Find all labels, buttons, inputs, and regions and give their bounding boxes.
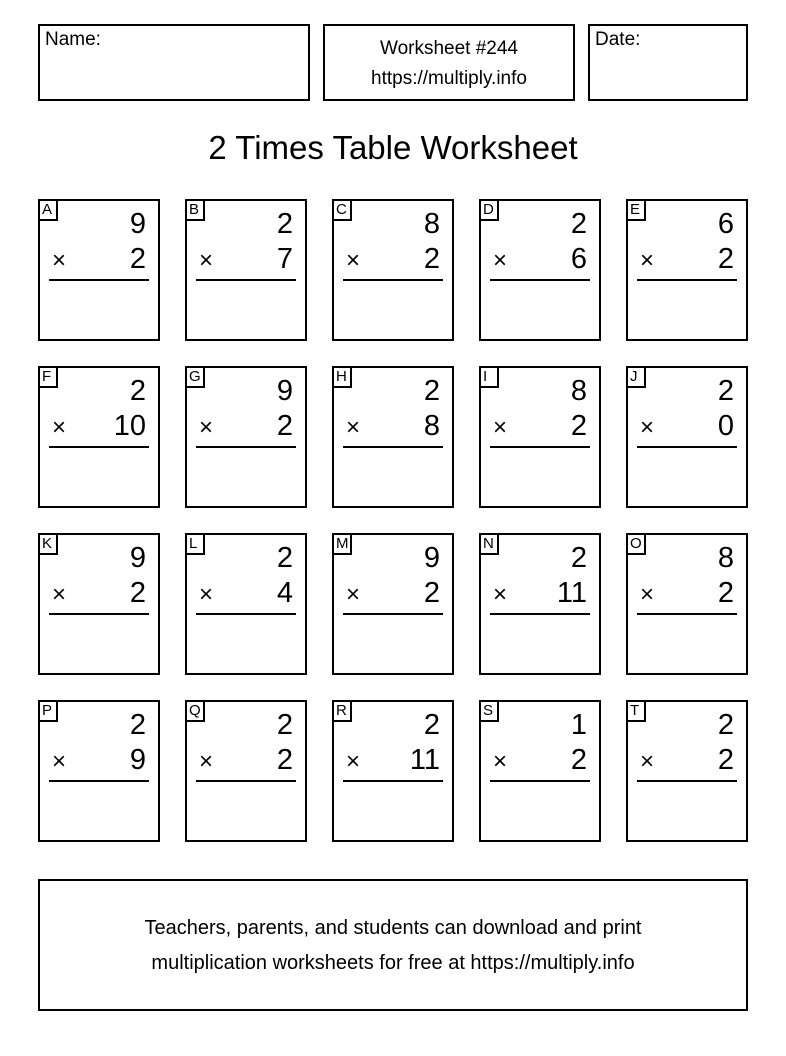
- multiplicand: 8: [717, 542, 734, 574]
- multiplier: 2: [717, 577, 734, 609]
- problem-card[interactable]: [185, 199, 307, 341]
- answer-line: [343, 613, 443, 615]
- worksheet-info-box: [323, 24, 575, 101]
- answer-line: [49, 446, 149, 448]
- problem-card[interactable]: [38, 366, 160, 508]
- problem-card[interactable]: [185, 366, 307, 508]
- times-icon: ×: [640, 748, 655, 775]
- times-icon: ×: [199, 581, 214, 608]
- multiplicand: 1: [570, 709, 587, 741]
- multiplier: 2: [717, 744, 734, 776]
- problem-card[interactable]: [479, 700, 601, 842]
- times-icon: ×: [640, 414, 655, 441]
- problem-card[interactable]: [332, 700, 454, 842]
- date-field[interactable]: [588, 24, 748, 101]
- answer-line: [637, 446, 737, 448]
- multiplicand: 6: [717, 208, 734, 240]
- name-field[interactable]: [38, 24, 310, 101]
- multiplicand: 2: [423, 709, 440, 741]
- multiplicand: 8: [570, 375, 587, 407]
- times-icon: ×: [52, 748, 67, 775]
- times-icon: ×: [52, 414, 67, 441]
- problem-letter: D: [479, 199, 499, 221]
- times-icon: ×: [52, 247, 67, 274]
- multiplicand: 2: [276, 542, 293, 574]
- problem-card[interactable]: [626, 366, 748, 508]
- problem-card[interactable]: [332, 199, 454, 341]
- multiplier: 2: [717, 243, 734, 275]
- answer-line: [490, 613, 590, 615]
- problem-letter: Q: [185, 700, 205, 722]
- times-icon: ×: [346, 581, 361, 608]
- multiplier: 2: [570, 744, 587, 776]
- answer-line: [490, 780, 590, 782]
- times-icon: ×: [346, 748, 361, 775]
- problem-card[interactable]: [479, 533, 601, 675]
- answer-line: [343, 780, 443, 782]
- multiplicand: 8: [423, 208, 440, 240]
- problem-letter: B: [185, 199, 205, 221]
- multiplier: 4: [276, 577, 293, 609]
- times-icon: ×: [640, 247, 655, 274]
- problem-card[interactable]: [626, 533, 748, 675]
- problem-letter: G: [185, 366, 205, 388]
- problem-letter: M: [332, 533, 352, 555]
- problem-letter: C: [332, 199, 352, 221]
- problem-card[interactable]: [626, 700, 748, 842]
- times-icon: ×: [199, 247, 214, 274]
- problem-letter: J: [626, 366, 646, 388]
- multiplicand: 2: [717, 709, 734, 741]
- multiplier: 11: [556, 577, 587, 609]
- answer-line: [49, 613, 149, 615]
- multiplicand: 9: [129, 542, 146, 574]
- problem-card[interactable]: [38, 533, 160, 675]
- multiplicand: 2: [276, 208, 293, 240]
- answer-line: [196, 279, 296, 281]
- multiplier: 2: [276, 410, 293, 442]
- problem-letter: F: [38, 366, 58, 388]
- multiplier: 2: [129, 577, 146, 609]
- multiplicand: 9: [276, 375, 293, 407]
- multiplier: 9: [129, 744, 146, 776]
- problem-letter: R: [332, 700, 352, 722]
- problem-letter: K: [38, 533, 58, 555]
- multiplier: 10: [113, 410, 146, 442]
- multiplicand: 2: [276, 709, 293, 741]
- times-icon: ×: [52, 581, 67, 608]
- problem-letter: S: [479, 700, 499, 722]
- problem-card[interactable]: [38, 700, 160, 842]
- times-icon: ×: [493, 581, 508, 608]
- answer-line: [196, 446, 296, 448]
- problem-letter: A: [38, 199, 58, 221]
- problem-card[interactable]: [332, 366, 454, 508]
- times-icon: ×: [493, 247, 508, 274]
- problem-card[interactable]: [185, 533, 307, 675]
- problem-letter: N: [479, 533, 499, 555]
- problem-letter: L: [185, 533, 205, 555]
- problem-card[interactable]: [38, 199, 160, 341]
- worksheet-number: Worksheet #244: [379, 38, 518, 59]
- times-icon: ×: [199, 748, 214, 775]
- multiplier: 2: [570, 410, 587, 442]
- problem-letter: E: [626, 199, 646, 221]
- page-title: 2 Times Table Worksheet: [208, 129, 578, 166]
- multiplier: 2: [423, 577, 440, 609]
- problem-card[interactable]: [626, 199, 748, 341]
- problem-letter: P: [38, 700, 58, 722]
- multiplier: 2: [129, 243, 146, 275]
- answer-line: [637, 780, 737, 782]
- answer-line: [49, 780, 149, 782]
- answer-line: [637, 613, 737, 615]
- problem-card[interactable]: [332, 533, 454, 675]
- problem-letter: T: [626, 700, 646, 722]
- problem-letter: I: [479, 366, 499, 388]
- answer-line: [343, 279, 443, 281]
- multiplier: 0: [717, 410, 734, 442]
- multiplier: 11: [409, 744, 440, 776]
- times-icon: ×: [346, 247, 361, 274]
- answer-line: [343, 446, 443, 448]
- multiplicand: 2: [129, 709, 146, 741]
- answer-line: [490, 446, 590, 448]
- footer-line-1: Teachers, parents, and students can download and print: [144, 917, 642, 939]
- problem-card[interactable]: [479, 199, 601, 341]
- multiplier: 7: [276, 243, 293, 275]
- problem-grid: [38, 199, 748, 842]
- answer-line: [49, 279, 149, 281]
- multiplier: 8: [423, 410, 440, 442]
- name-label: Name:: [45, 29, 101, 50]
- multiplicand: 2: [717, 375, 734, 407]
- times-icon: ×: [640, 581, 655, 608]
- answer-line: [196, 613, 296, 615]
- times-icon: ×: [199, 414, 214, 441]
- multiplicand: 2: [570, 542, 587, 574]
- multiplicand: 9: [129, 208, 146, 240]
- times-icon: ×: [493, 414, 508, 441]
- answer-line: [490, 279, 590, 281]
- footer-line-2: multiplication worksheets for free at https://multiply.info: [151, 952, 635, 974]
- multiplicand: 9: [423, 542, 440, 574]
- times-icon: ×: [346, 414, 361, 441]
- multiplier: 2: [276, 744, 293, 776]
- problem-letter: O: [626, 533, 646, 555]
- multiplier: 2: [423, 243, 440, 275]
- answer-line: [196, 780, 296, 782]
- multiplier: 6: [570, 243, 587, 275]
- problem-letter: H: [332, 366, 352, 388]
- footer-note: [38, 879, 748, 1011]
- problem-card[interactable]: [479, 366, 601, 508]
- worksheet-website: https://multiply.info: [371, 68, 527, 89]
- multiplicand: 2: [423, 375, 440, 407]
- answer-line: [637, 279, 737, 281]
- times-icon: ×: [493, 748, 508, 775]
- date-label: Date:: [595, 29, 641, 50]
- multiplicand: 2: [129, 375, 146, 407]
- problem-card[interactable]: [185, 700, 307, 842]
- multiplicand: 2: [570, 208, 587, 240]
